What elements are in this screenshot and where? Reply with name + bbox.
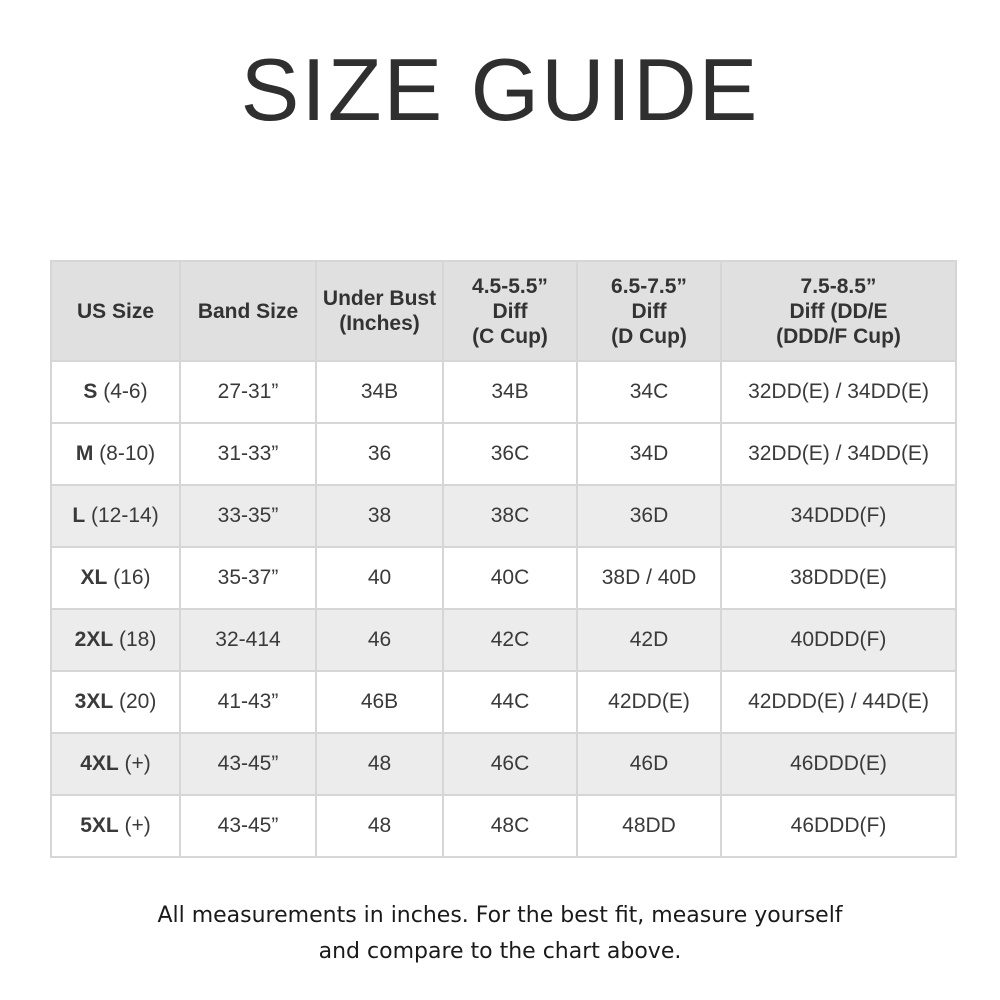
table-row	[51, 671, 956, 733]
cell-us-size	[51, 733, 180, 795]
table-row	[51, 423, 956, 485]
cell-us-size	[51, 485, 180, 547]
header-dd-cup	[721, 261, 956, 361]
cell-d-cup: 38D / 40D	[577, 547, 721, 609]
header-text: Diff	[631, 299, 667, 323]
cell-dd-cup: 32DD(E) / 34DD(E)	[721, 361, 956, 423]
header-under-bust	[316, 261, 443, 361]
cell-band-size: 35-37”	[180, 547, 316, 609]
header-d-cup	[577, 261, 721, 361]
cell-under-bust: 48	[316, 733, 443, 795]
cell-d-cup: 34D	[577, 423, 721, 485]
table-row	[51, 795, 956, 857]
table-row	[51, 547, 956, 609]
cell-under-bust: 36	[316, 423, 443, 485]
cell-band-size: 43-45”	[180, 733, 316, 795]
cell-dd-cup: 32DD(E) / 34DD(E)	[721, 423, 956, 485]
size-range: (8-10)	[99, 442, 156, 465]
footer-line-1: All measurements in inches. For the best fit, measure yourself	[157, 903, 843, 928]
header-text: 6.5-7.5”	[611, 274, 687, 298]
cell-c-cup: 46C	[443, 733, 577, 795]
size-range: (12-14)	[90, 504, 159, 527]
cell-us-size	[51, 671, 180, 733]
cell-d-cup: 48DD	[577, 795, 721, 857]
table-row	[51, 485, 956, 547]
size-range: (16)	[113, 566, 151, 589]
header-text: (DDD/F Cup)	[776, 324, 901, 348]
size-label: 5XL	[80, 814, 119, 837]
cell-band-size: 32-414	[180, 609, 316, 671]
cell-dd-cup: 40DDD(F)	[721, 609, 956, 671]
size-range: (4-6)	[103, 380, 148, 403]
cell-dd-cup: 46DDD(F)	[721, 795, 956, 857]
cell-under-bust: 46	[316, 609, 443, 671]
cell-d-cup: 34C	[577, 361, 721, 423]
cell-band-size: 31-33”	[180, 423, 316, 485]
size-range: (+)	[124, 814, 151, 837]
header-text: US Size	[76, 299, 155, 323]
table-header-row	[51, 261, 956, 361]
cell-c-cup: 36C	[443, 423, 577, 485]
size-range: (18)	[119, 628, 157, 651]
size-label: XL	[80, 566, 108, 589]
cell-dd-cup: 38DDD(E)	[721, 547, 956, 609]
cell-c-cup: 48C	[443, 795, 577, 857]
cell-d-cup: 42D	[577, 609, 721, 671]
cell-us-size	[51, 609, 180, 671]
cell-us-size	[51, 795, 180, 857]
cell-band-size: 41-43”	[180, 671, 316, 733]
header-text: Band Size	[197, 299, 299, 323]
size-label: 4XL	[80, 752, 119, 775]
cell-dd-cup: 42DDD(E) / 44D(E)	[721, 671, 956, 733]
cell-c-cup: 38C	[443, 485, 577, 547]
footer-note	[0, 898, 1000, 970]
size-label: 3XL	[74, 690, 114, 713]
cell-band-size: 33-35”	[180, 485, 316, 547]
cell-under-bust: 46B	[316, 671, 443, 733]
cell-under-bust: 48	[316, 795, 443, 857]
size-range: (+)	[124, 752, 151, 775]
cell-c-cup: 34B	[443, 361, 577, 423]
table-row	[51, 733, 956, 795]
table-row	[51, 361, 956, 423]
size-label: 2XL	[74, 628, 114, 651]
cell-dd-cup: 46DDD(E)	[721, 733, 956, 795]
cell-us-size	[51, 361, 180, 423]
cell-band-size: 43-45”	[180, 795, 316, 857]
header-text: (D Cup)	[611, 324, 687, 348]
size-range: (20)	[119, 690, 157, 713]
size-guide-table	[50, 260, 957, 858]
cell-d-cup: 42DD(E)	[577, 671, 721, 733]
size-label: M	[75, 442, 94, 465]
header-us-size	[51, 261, 180, 361]
cell-us-size	[51, 423, 180, 485]
page-title: SIZE GUIDE	[240, 40, 760, 139]
cell-c-cup: 44C	[443, 671, 577, 733]
header-text: (Inches)	[339, 312, 420, 335]
cell-band-size: 27-31”	[180, 361, 316, 423]
cell-c-cup: 40C	[443, 547, 577, 609]
header-text: (C Cup)	[472, 324, 548, 348]
cell-d-cup: 36D	[577, 485, 721, 547]
size-label: S	[83, 380, 98, 403]
header-text: Diff (DD/E	[789, 299, 888, 323]
cell-under-bust: 38	[316, 485, 443, 547]
header-c-cup	[443, 261, 577, 361]
cell-d-cup: 46D	[577, 733, 721, 795]
header-text: 7.5-8.5”	[800, 274, 877, 298]
table-row	[51, 609, 956, 671]
cell-us-size	[51, 547, 180, 609]
cell-under-bust: 40	[316, 547, 443, 609]
header-text: Diff	[492, 299, 528, 323]
cell-dd-cup: 34DDD(F)	[721, 485, 956, 547]
cell-c-cup: 42C	[443, 609, 577, 671]
header-text: Under Bust	[322, 287, 437, 310]
size-label: L	[72, 504, 86, 527]
cell-under-bust: 34B	[316, 361, 443, 423]
header-band-size	[180, 261, 316, 361]
footer-line-2: and compare to the chart above.	[318, 939, 682, 964]
header-text: 4.5-5.5”	[472, 274, 548, 298]
